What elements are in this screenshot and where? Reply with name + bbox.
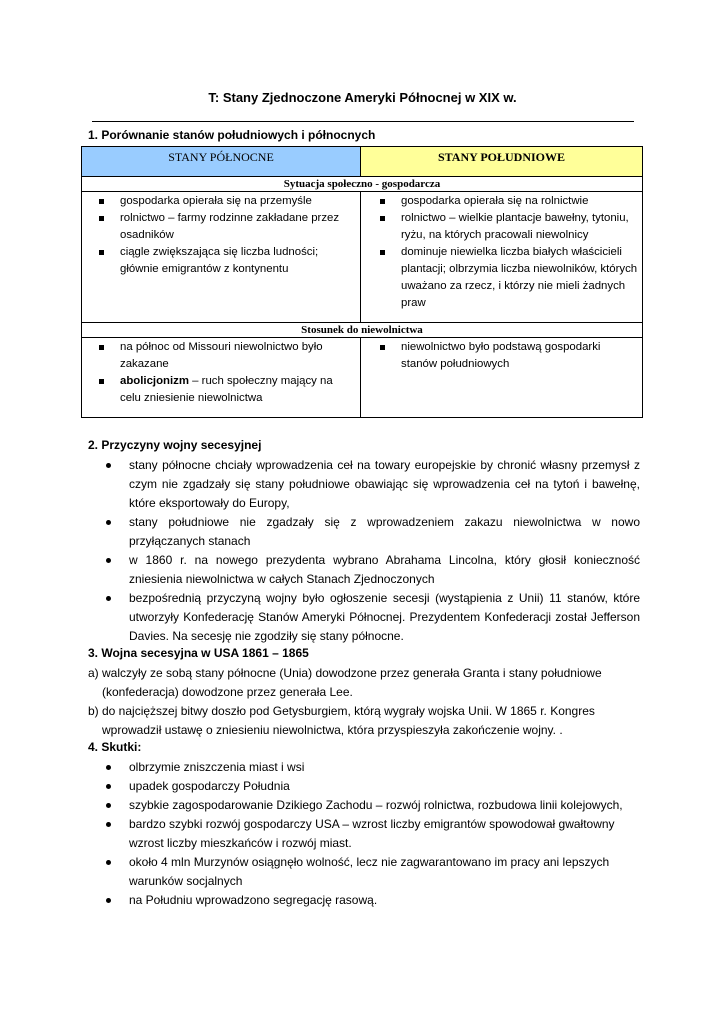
list-item: gospodarka opierała się na rolnictwie	[367, 193, 638, 210]
square-bullet-icon	[380, 345, 385, 350]
list-item: rolnictwo – wielkie plantacje bawełny, tytoniu, ryżu, na których pracowali niewolnicy	[367, 210, 638, 244]
square-bullet-icon	[380, 216, 385, 221]
bullet-icon	[106, 558, 111, 563]
list-item: stany południowe nie zgadzały się z wprowadzeniem zakazu niewolnictwa w nowo przyłączanych stanach	[106, 513, 640, 551]
header-south: STANY POŁUDNIOWE	[361, 147, 643, 177]
header-north: STANY PÓŁNOCNE	[82, 147, 361, 177]
bullet-icon	[106, 822, 111, 827]
bullet-icon	[106, 860, 111, 865]
bullet-icon	[106, 765, 111, 770]
cell-south-slavery	[361, 338, 643, 418]
list-item: szybkie zagospodarowanie Dzikiego Zachodu – rozwój rolnictwa, rozbudowa linii kolejowych,	[106, 796, 640, 815]
page-title: T: Stany Zjednoczone Ameryki Północnej w XIX w.	[208, 90, 517, 105]
paragraph-b: b) do najcięższej bitwy doszło pod Getysburgiem, którą wygrały wojska Unii. W 1865 r. Kongres wprowadził ustawę o zniesieniu niewolnictwa, która przyspieszyła zakończenie wojny. .	[88, 704, 595, 737]
section-4-heading: 4. Skutki:	[88, 740, 142, 754]
list-item: gospodarka opierała się na przemyśle	[86, 193, 356, 210]
bullet-icon	[106, 520, 111, 525]
list-item: niewolnictwo było podstawą gospodarki stanów południowych	[367, 339, 638, 373]
section-1-heading: 1. Porównanie stanów południowych i północnych	[88, 128, 376, 142]
comparison-table	[81, 146, 643, 418]
list-item: bezpośrednią przyczyną wojny było ogłoszenie secesji (wystąpienia z Unii) 11 stanów, które utworzyły Konfederację Stanów Ameryki Północnej. Prezydentem Konfederacji został Jefferson Davies. Na secesję nie zgodziły się stany północne.	[106, 589, 640, 646]
square-bullet-icon	[99, 216, 104, 221]
list-item: stany północne chciały wprowadzenia ceł na towary europejskie by chronić własny przemysł z czym nie zgadzały się stany południowe obawiając się wprowadzenia ceł na tytoń i bawełnę, które eksportowały do Europy,	[106, 456, 640, 513]
square-bullet-icon	[99, 199, 104, 204]
square-bullet-icon	[380, 199, 385, 204]
bullet-icon	[106, 898, 111, 903]
list-item: około 4 mln Murzynów osiągnęło wolność, lecz nie zagwarantowano im pracy ani lepszych warunków socjalnych	[106, 853, 640, 891]
list-item: abolicjonizm – ruch społeczny mający na celu zniesienie niewolnictwa	[86, 373, 356, 407]
list-item: w 1860 r. na nowego prezydenta wybrano Abrahama Lincolna, który głosił konieczność zniesienia niewolnictwa w całych Stanach Zjednoczonych	[106, 551, 640, 589]
cell-south-socioeconomic	[361, 192, 643, 323]
list-item: dominuje niewielka liczba białych właścicieli plantacji; olbrzymia liczba niewolników, których uważano za rzecz, i którzy nie mieli żadnych praw	[367, 244, 638, 312]
list-item: na północ od Missouri niewolnictwo było zakazane	[86, 339, 356, 373]
causes-list	[106, 456, 640, 646]
list-item: olbrzymie zniszczenia miast i wsi	[106, 758, 640, 777]
bullet-icon	[106, 803, 111, 808]
list-item: na Południu wprowadzono segregację rasową.	[106, 891, 640, 910]
bullet-icon	[106, 463, 111, 468]
bullet-icon	[106, 596, 111, 601]
square-bullet-icon	[380, 250, 385, 255]
row-title-socioeconomic: Sytuacja społeczno - gospodarcza	[82, 177, 643, 192]
list-item: bardzo szybki rozwój gospodarczy USA – wzrost liczby emigrantów spowodował gwałtowny wzrost liczby mieszkańców i rozwój miast.	[106, 815, 640, 853]
list-item: ciągle zwiększająca się liczba ludności; głównie emigrantów z kontynentu	[86, 244, 356, 278]
cell-north-slavery	[82, 338, 361, 418]
list-item: upadek gospodarczy Południa	[106, 777, 640, 796]
effects-list	[106, 758, 640, 910]
list-item: rolnictwo – farmy rodzinne zakładane przez osadników	[86, 210, 356, 244]
bullet-icon	[106, 784, 111, 789]
square-bullet-icon	[99, 250, 104, 255]
paragraph-a: a) walczyły ze sobą stany północne (Unia) dowodzone przez generała Granta i stany południowe (konfederacja) dowodzone przez generała Lee.	[88, 666, 602, 699]
title-underline	[92, 121, 634, 122]
section-3-heading: 3. Wojna secesyjna w USA 1861 – 1865	[88, 646, 309, 660]
cell-north-socioeconomic	[82, 192, 361, 323]
square-bullet-icon	[99, 345, 104, 350]
section-2-heading: 2. Przyczyny wojny secesyjnej	[88, 438, 262, 452]
square-bullet-icon	[99, 379, 104, 384]
war-description	[88, 664, 643, 740]
row-title-slavery: Stosunek do niewolnictwa	[82, 323, 643, 338]
